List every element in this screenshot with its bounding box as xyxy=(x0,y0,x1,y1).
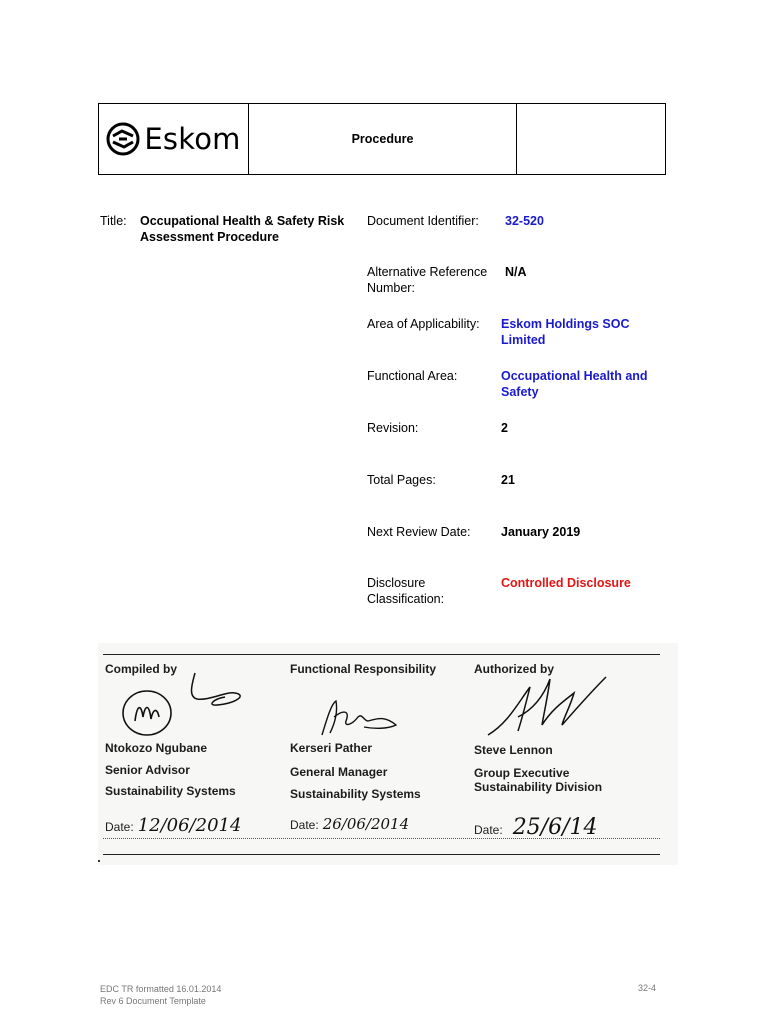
field-value: Controlled Disclosure xyxy=(501,576,631,590)
field-value: Eskom Holdings SOC Limited xyxy=(501,317,630,347)
title-label: Title: xyxy=(100,214,127,228)
signatory-department: Sustainability Systems xyxy=(105,784,236,798)
field-next-review-date xyxy=(367,525,661,541)
signatory-name: Steve Lennon xyxy=(474,743,553,757)
footer-template-format: EDC TR formatted 16.01.2014 xyxy=(100,984,222,994)
handwritten-date: 26/06/2014 xyxy=(322,815,410,833)
field-label: Functional Area: xyxy=(367,369,458,383)
field-label: Alternative Reference Number: xyxy=(367,265,488,295)
field-value: 21 xyxy=(501,473,515,487)
field-value: January 2019 xyxy=(501,525,581,539)
signature-panel xyxy=(98,643,678,865)
field-label: Total Pages: xyxy=(367,473,436,487)
field-label: Document Identifier: xyxy=(367,214,479,228)
handwritten-signature xyxy=(117,669,267,741)
signature-heading: Compiled by xyxy=(105,662,178,676)
date-label: Date: xyxy=(105,820,134,834)
field-alternative-reference xyxy=(367,265,665,296)
field-revision xyxy=(367,421,661,437)
signatory-role: Group Executive xyxy=(474,766,570,780)
eskom-logo xyxy=(106,122,240,156)
footer-page-code: 32-4 xyxy=(638,983,657,993)
date-functional xyxy=(290,815,409,833)
field-label: Area of Applicability: xyxy=(367,317,480,331)
signatory-name: Ntokozo Ngubane xyxy=(105,741,207,755)
footer-left xyxy=(100,983,221,1007)
date-compiled xyxy=(105,815,241,836)
field-label: Revision: xyxy=(367,421,419,435)
logo-cell xyxy=(99,104,249,174)
signatory-department: Sustainability Systems xyxy=(290,787,421,801)
signatory-role: General Manager xyxy=(290,765,388,779)
signatory-name: Kerseri Pather xyxy=(290,741,373,755)
field-value: 2 xyxy=(501,421,508,435)
document-title: Occupational Health & Safety Risk Assessment Procedure xyxy=(140,214,345,244)
footer-template-revision: Rev 6 Document Template xyxy=(100,996,206,1006)
eskom-emblem-icon xyxy=(106,122,140,156)
signature-heading: Functional Responsibility xyxy=(290,662,437,676)
date-label: Date: xyxy=(290,818,319,832)
field-area-of-applicability xyxy=(367,317,661,348)
divider xyxy=(103,854,660,855)
handwritten-signature xyxy=(478,673,618,741)
field-functional-area xyxy=(367,369,661,400)
signature-heading: Authorized by xyxy=(474,662,554,676)
empty-header-cell xyxy=(517,104,665,174)
field-total-pages xyxy=(367,473,661,489)
date-label: Date: xyxy=(474,823,503,837)
field-value: Occupational Health and Safety xyxy=(501,369,648,399)
handwritten-date: 12/06/2014 xyxy=(137,815,242,836)
stray-mark xyxy=(98,860,100,862)
field-value: 32-520 xyxy=(505,214,544,228)
doc-type-label: Procedure xyxy=(351,132,414,146)
field-value: N/A xyxy=(505,265,527,279)
logo-wordmark: Eskom xyxy=(144,122,241,156)
field-document-identifier xyxy=(367,214,665,230)
doc-type-cell xyxy=(249,104,517,174)
date-authorized xyxy=(474,815,598,840)
handwritten-signature xyxy=(314,695,404,741)
document-header-table xyxy=(98,103,666,175)
title-block xyxy=(100,214,362,245)
signatory-role: Senior Advisor xyxy=(105,763,190,777)
dotted-divider xyxy=(103,838,660,839)
handwritten-date: 25/6/14 xyxy=(512,815,598,840)
field-label: Next Review Date: xyxy=(367,525,471,539)
signatory-department: Sustainability Division xyxy=(474,780,603,794)
field-disclosure-classification xyxy=(367,576,661,607)
field-label: Disclosure Classification: xyxy=(367,576,445,606)
